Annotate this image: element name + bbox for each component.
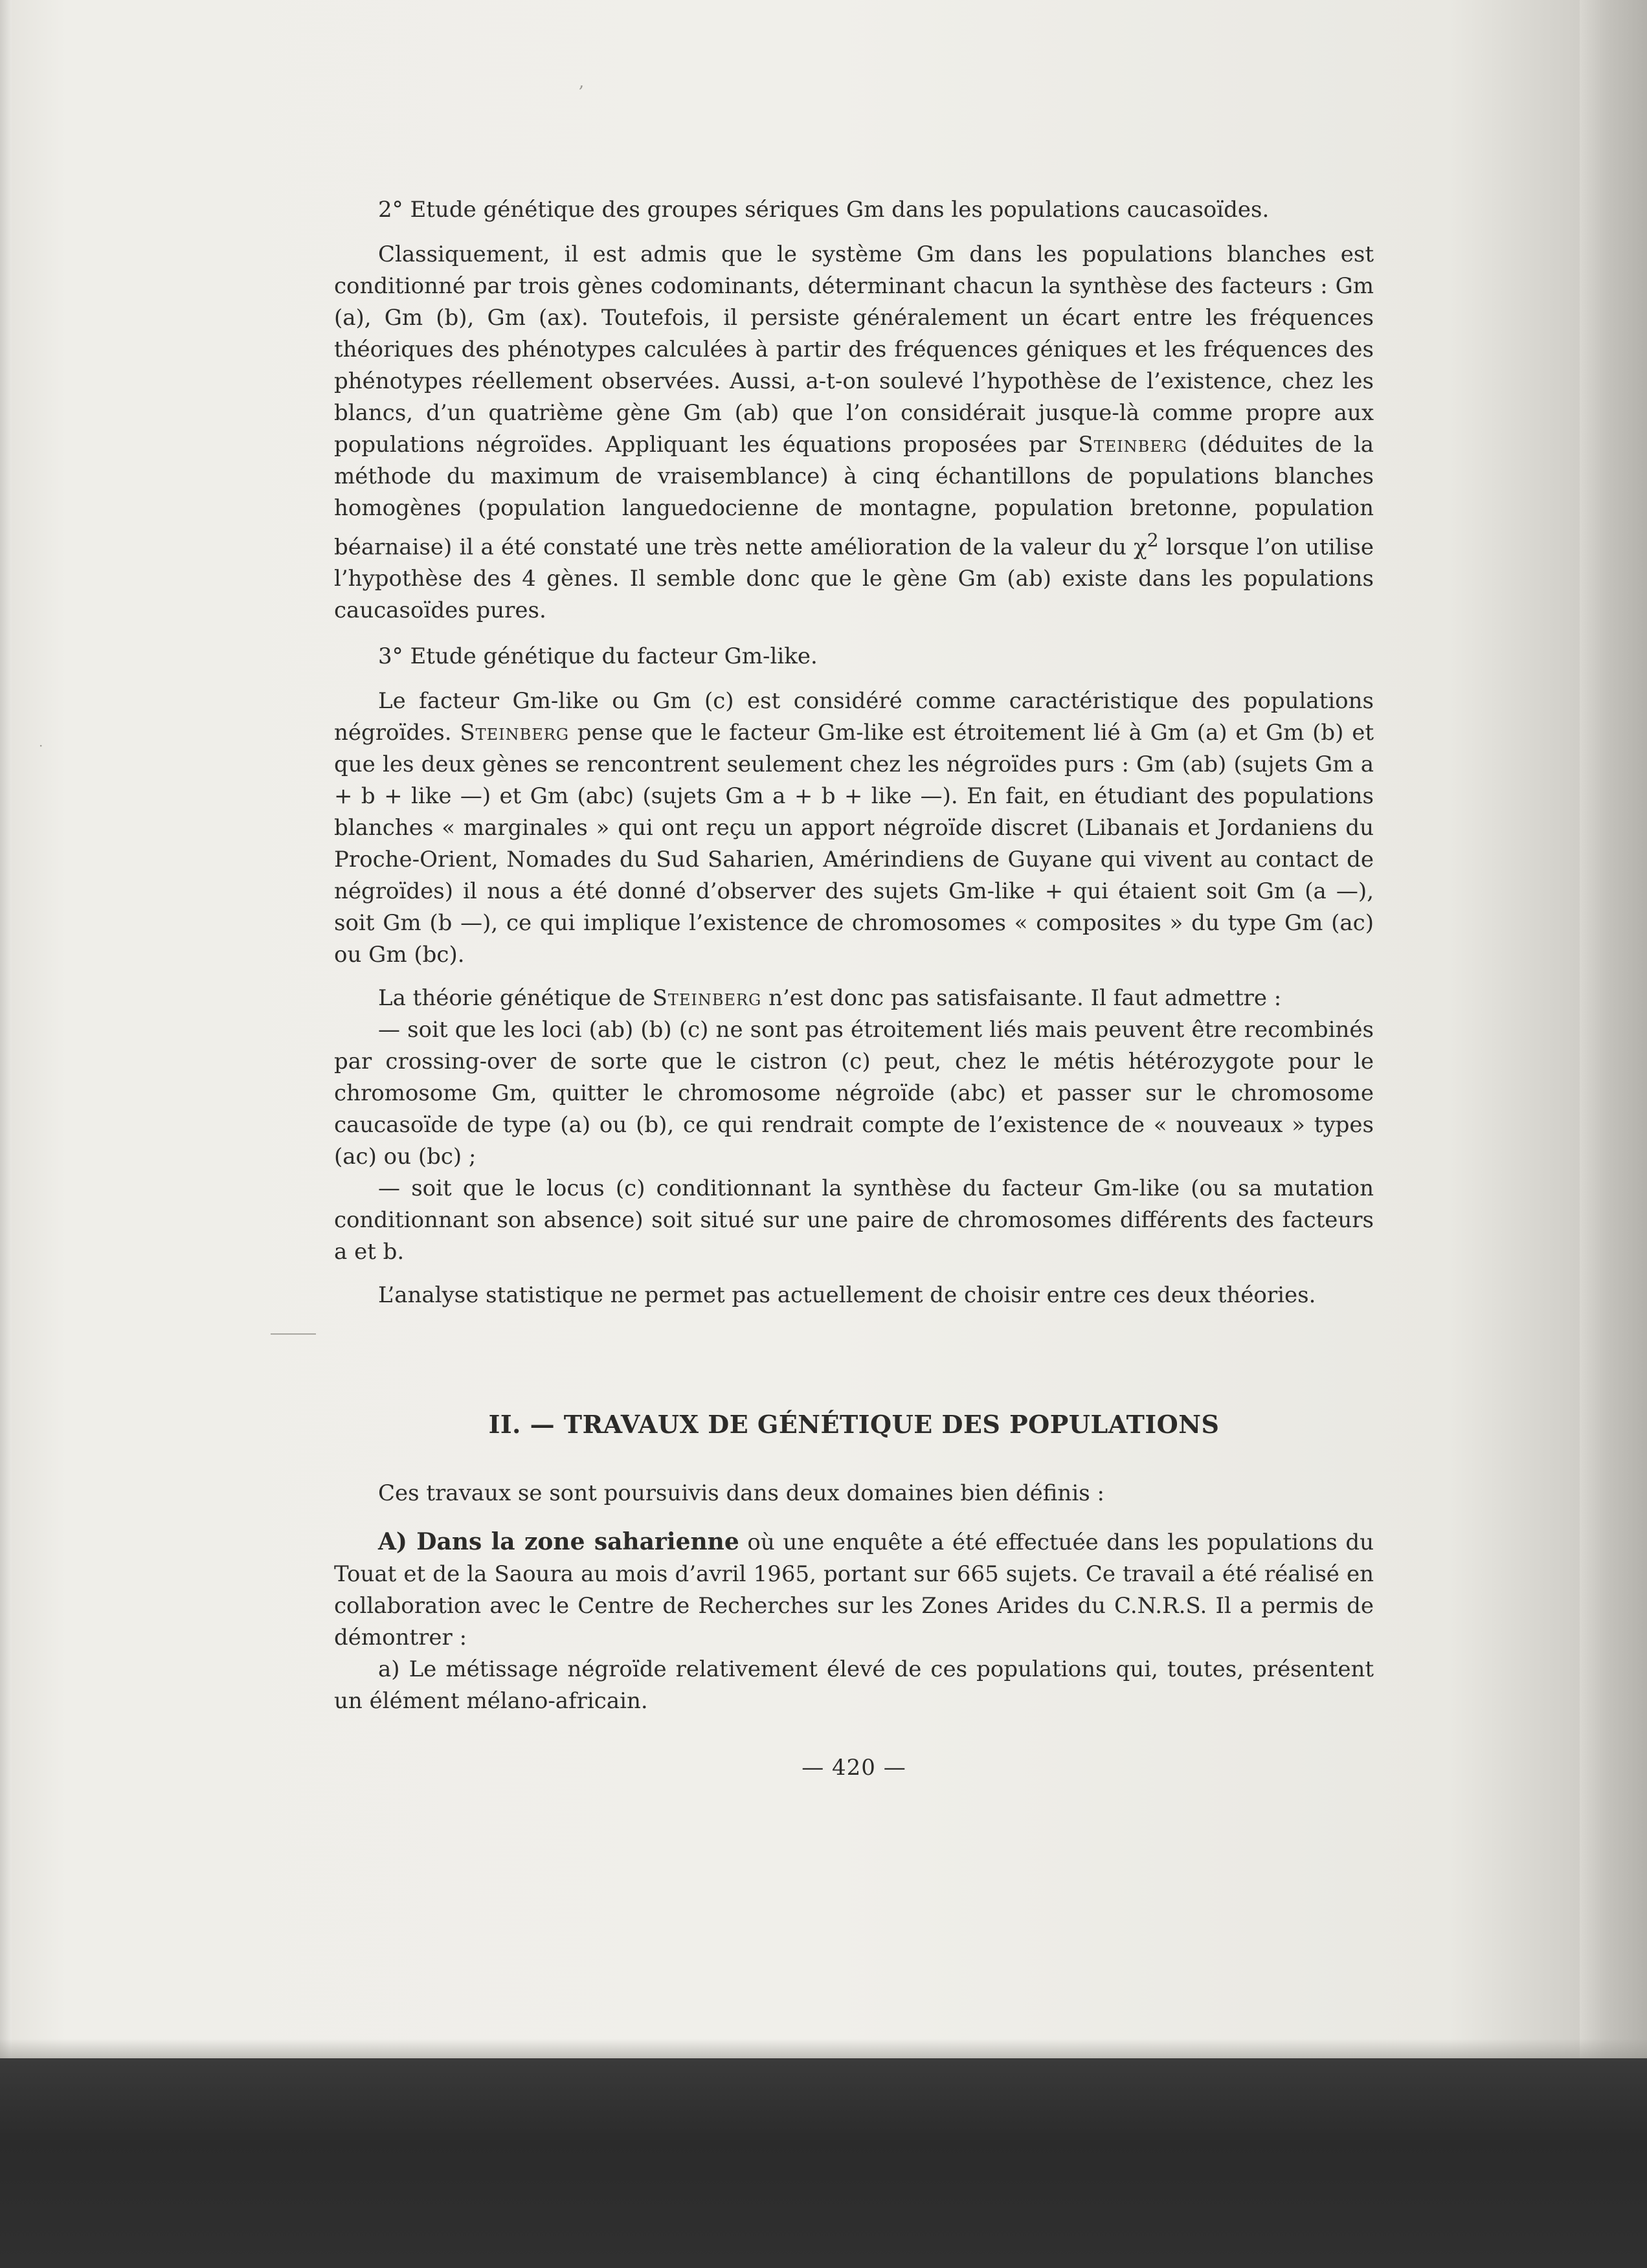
scan-mark-line: [271, 1333, 316, 1335]
section-3-paragraph-3: L’analyse statistique ne permet pas actuellement de choisir entre ces deux théories.: [378, 1282, 1316, 1309]
author-name: Steinberg: [652, 985, 762, 1012]
document-page: [334, 194, 1374, 1784]
dash-item-2: — soit que le locus (c) conditionnant la synthèse du facteur Gm-like (ou sa mutation conditionnant son absence) soit situé sur une paire de chromosomes différents des facteurs a et b.: [334, 1175, 1374, 1265]
page-bottom-shadow: [0, 2039, 1647, 2061]
scan-speck: ·: [39, 738, 43, 753]
text-run: (déduites de la méthode du maximum de vraisemblance) à cinq échantillons de populations blanches homogènes (population languedocienne de montagne, population bretonne, population béarnaise) il a été constaté une très nette amélioration de la valeur du χ: [334, 432, 1374, 561]
page-number: — 420 —: [801, 1755, 906, 1781]
section-3-paragraph-1: [334, 685, 1374, 971]
author-name: Steinberg: [460, 720, 570, 746]
scan-speck: ,: [579, 72, 585, 92]
author-name: Steinberg: [1078, 432, 1188, 458]
subsection-a-item: a) Le métissage négroïde relativement élevé de ces populations qui, toutes, présentent un élément mélano-africain.: [334, 1656, 1374, 1715]
text-run: Le facteur Gm-like ou Gm (c) est considéré comme caractéristique des populations négroïdes.: [334, 688, 1374, 746]
text-run: Classiquement, il est admis que le système Gm dans les populations blanches est conditionné par trois gènes codominants, déterminant chacun la synthèse des facteurs : Gm (a), Gm (b), Gm (ax). Toutefois, il persiste généralement un écart entre les fréquences théoriques des phénotypes calculées à partir des fréquences géniques et les fréquences des phénotypes réellement observées. Aussi, a-t-on soulevé l’hypothèse de l’existence, chez les blancs, d’un quatrième gène Gm (ab) que l’on considérait jusque-là comme propre aux populations négroïdes. Appliquant les équations proposées par: [334, 241, 1374, 458]
main-intro-paragraph: Ces travaux se sont poursuivis dans deux domaines bien définis :: [378, 1480, 1104, 1507]
page-right-edge: [1580, 0, 1647, 2058]
text-run: où une enquête a été effectuée dans les populations du Touat et de la Saoura au mois d’avril 1965, portant sur 665 sujets. Ce travail a été réalisé en collaboration avec le Centre de Recherches sur les Zones Arides du C.N.R.S. Il a permis de démontrer :: [334, 1529, 1374, 1651]
text-run: La théorie génétique de: [378, 985, 653, 1012]
superscript: 2: [1147, 529, 1159, 551]
section-3-paragraph-2: [334, 983, 1374, 1014]
page-left-edge: [0, 0, 12, 2058]
main-section-heading: II. — TRAVAUX DE GÉNÉTIQUE DES POPULATIONS: [488, 1410, 1220, 1440]
text-run: pense que le facteur Gm-like est étroitement lié à Gm (a) et Gm (b) et que les deux gènes se rencontrent seulement chez les négroïdes purs : Gm (ab) (sujets Gm a + b + like —) et Gm (abc) (sujets Gm a + b + like —). En fait, en étudiant des populations blanches « marginales » qui ont reçu un apport négroïde discret (Libanais et Jordaniens du Proche-Orient, Nomades du Sud Saharien, Amérindiens de Guyane qui vivent au contact de négroïdes) il nous a été donné d’observer des sujets Gm-like + qui étaient soit Gm (a —), soit Gm (b —), ce qui implique l’existence de chromosomes « composites » du type Gm (ac) ou Gm (bc).: [334, 720, 1374, 968]
subsection-a-paragraph: [334, 1526, 1374, 1654]
section-2-paragraph: [334, 239, 1374, 627]
scanner-background: [0, 2058, 1647, 2268]
text-run: lorsque l’on utilise l’hypothèse des 4 gènes. Il semble donc que le gène Gm (ab) existe dans les populations caucasoïdes pures.: [334, 534, 1374, 624]
section-3-title: 3° Etude génétique du facteur Gm-like.: [378, 643, 818, 670]
subsection-a-heading: A) Dans la zone saharienne: [378, 1528, 739, 1556]
dash-item-1: — soit que les loci (ab) (b) (c) ne sont pas étroitement liés mais peuvent être recombinés par crossing-over de sorte que le cistron (c) peut, chez le métis hétérozygote pour le chromosome Gm, quitter le chromosome négroïde (abc) et passer sur le chromosome caucasoïde de type (a) ou (b), ce qui rendrait compte de l’existence de « nouveaux » types (ac) ou (bc) ;: [334, 1017, 1374, 1170]
section-2-title: 2° Etude génétique des groupes sériques Gm dans les populations caucasoïdes.: [378, 197, 1270, 223]
text-run: n’est donc pas satisfaisante. Il faut admettre :: [761, 985, 1282, 1012]
